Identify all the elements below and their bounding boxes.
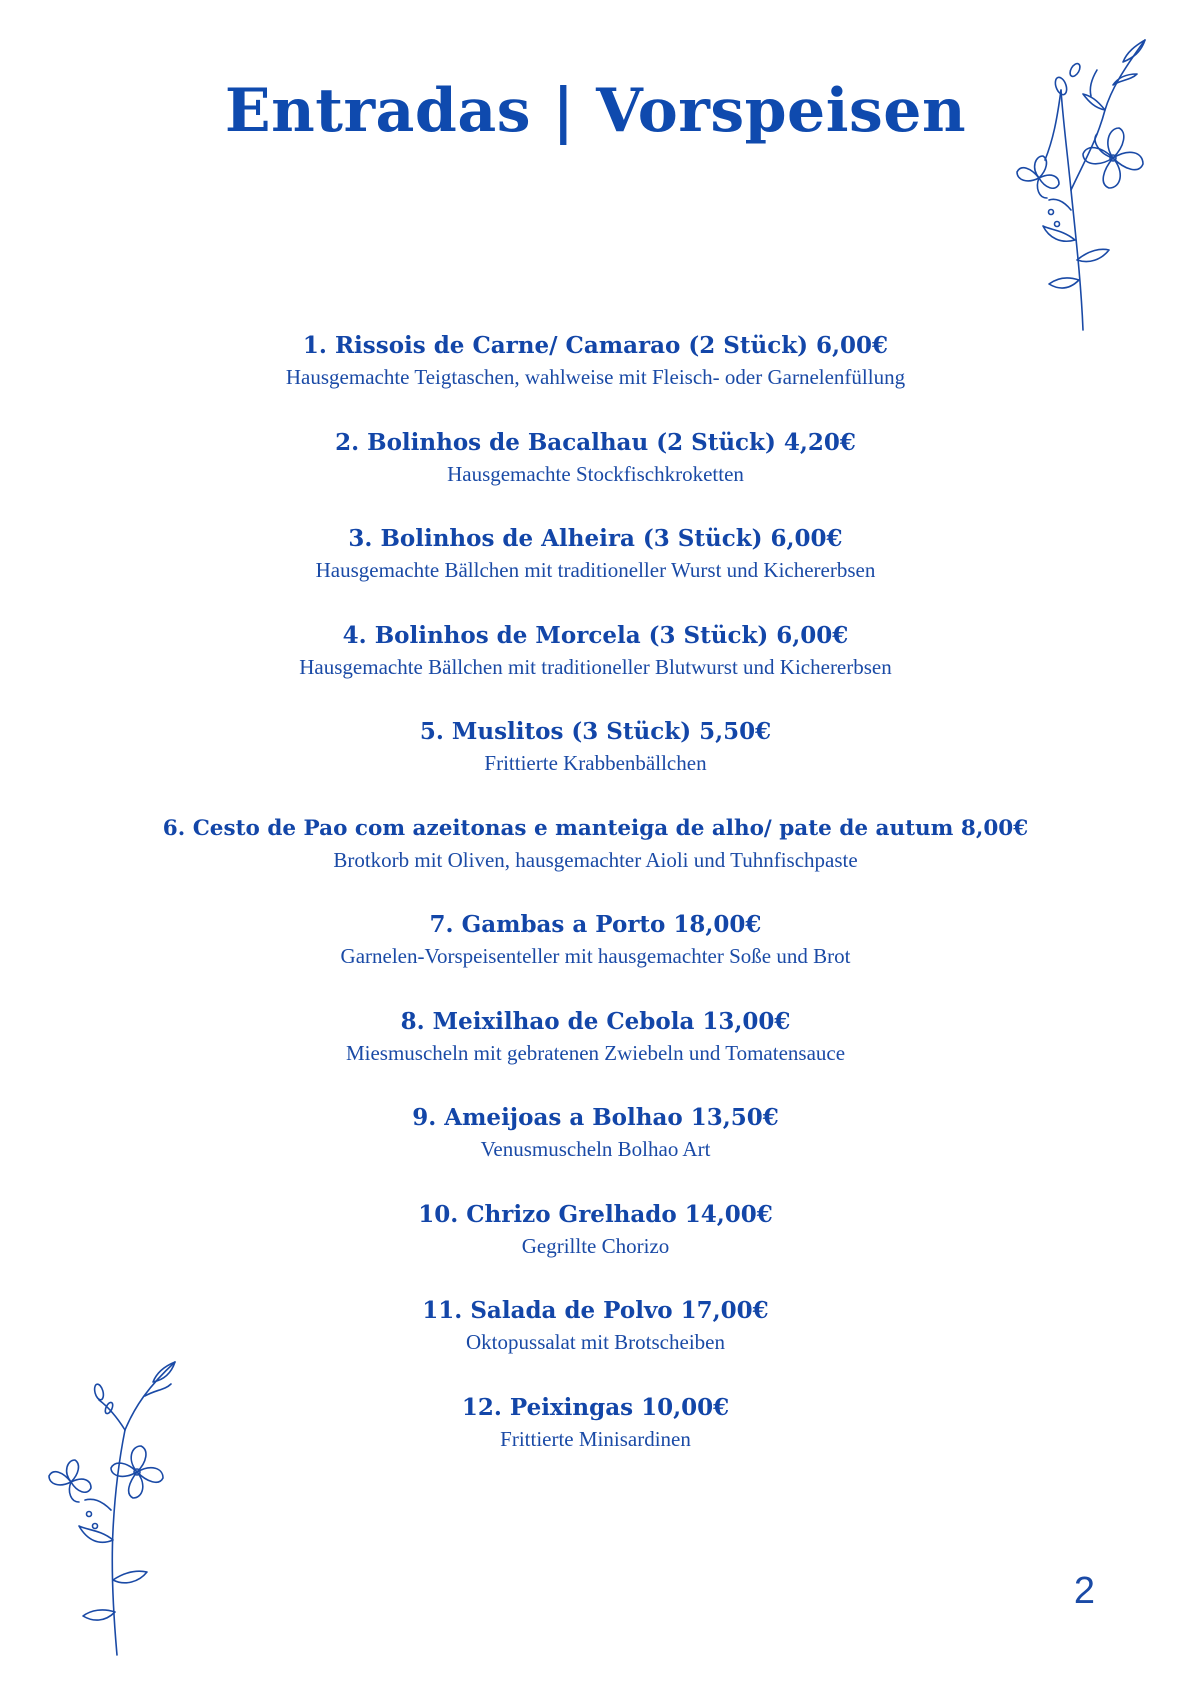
menu-item-name: 10. Chrizo Grelhado 14,00€ xyxy=(418,1200,773,1228)
menu-item-name: 12. Peixingas 10,00€ xyxy=(461,1393,730,1421)
menu-item xyxy=(0,1392,1191,1489)
menu-item-description: Hausgemachte Teigtaschen, wahlweise mit Fleisch- oder Garnelenfüllung xyxy=(285,365,906,389)
menu-list xyxy=(0,330,1191,1488)
menu-item-description: Hausgemachte Stockfischkroketten xyxy=(447,461,744,486)
menu-item-name: 2. Bolinhos de Bacalhau (2 Stück) 4,20€ xyxy=(335,428,856,456)
menu-item xyxy=(0,813,1191,910)
menu-item-name: 5. Muslitos (3 Stück) 5,50€ xyxy=(419,718,772,745)
floral-branch-icon xyxy=(1005,30,1155,335)
page-number: 2 xyxy=(1073,1570,1095,1612)
menu-item xyxy=(0,330,1191,427)
menu-item-name: 8. Meixilhao de Cebola 13,00€ xyxy=(400,1007,791,1035)
menu-item-name: 1. Rissois de Carne/ Camarao (2 Stück) 6,00€ xyxy=(302,332,889,359)
menu-item xyxy=(0,1102,1191,1199)
menu-item xyxy=(0,620,1191,717)
menu-item-description: Frittierte Krabbenbällchen xyxy=(484,751,707,775)
menu-item-name: 7. Gambas a Porto 18,00€ xyxy=(429,911,762,938)
menu-item xyxy=(0,427,1191,524)
page-title: Entradas | Vorspeisen xyxy=(224,76,967,146)
menu-item-name: 4. Bolinhos de Morcela (3 Stück) 6,00€ xyxy=(342,621,849,649)
menu-item xyxy=(0,716,1191,813)
menu-item-description: Oktopussalat mit Brotscheiben xyxy=(466,1330,725,1354)
menu-item xyxy=(0,1199,1191,1296)
menu-item-description: Frittierte Minisardinen xyxy=(500,1426,691,1451)
menu-item-description: Hausgemachte Bällchen mit traditioneller Blutwurst und Kichererbsen xyxy=(299,654,892,679)
menu-item xyxy=(0,1006,1191,1103)
menu-item-name: 9. Ameijoas a Bolhao 13,50€ xyxy=(412,1104,779,1131)
menu-item-description: Miesmuscheln mit gebratenen Zwiebeln und Tomatensauce xyxy=(345,1040,846,1065)
menu-item-description: Brotkorb mit Oliven, hausgemachter Aioli und Tuhnfischpaste xyxy=(333,847,858,872)
menu-item xyxy=(0,1295,1191,1392)
menu-item-name: 3. Bolinhos de Alheira (3 Stück) 6,00€ xyxy=(348,525,843,552)
menu-item-description: Venusmuscheln Bolhao Art xyxy=(480,1137,711,1161)
menu-item-description: Hausgemachte Bällchen mit traditioneller Wurst und Kichererbsen xyxy=(315,558,876,582)
menu-item xyxy=(0,523,1191,620)
menu-item-description: Gegrillte Chorizo xyxy=(521,1233,670,1258)
menu-item xyxy=(0,909,1191,1006)
menu-item-name: 11. Salada de Polvo 17,00€ xyxy=(422,1297,769,1324)
menu-item-name: 6. Cesto de Pao com azeitonas e manteiga de alho/ pate de autum 8,00€ xyxy=(162,815,1029,841)
menu-item-description: Garnelen-Vorspeisenteller mit hausgemachter Soße und Brot xyxy=(340,944,851,968)
